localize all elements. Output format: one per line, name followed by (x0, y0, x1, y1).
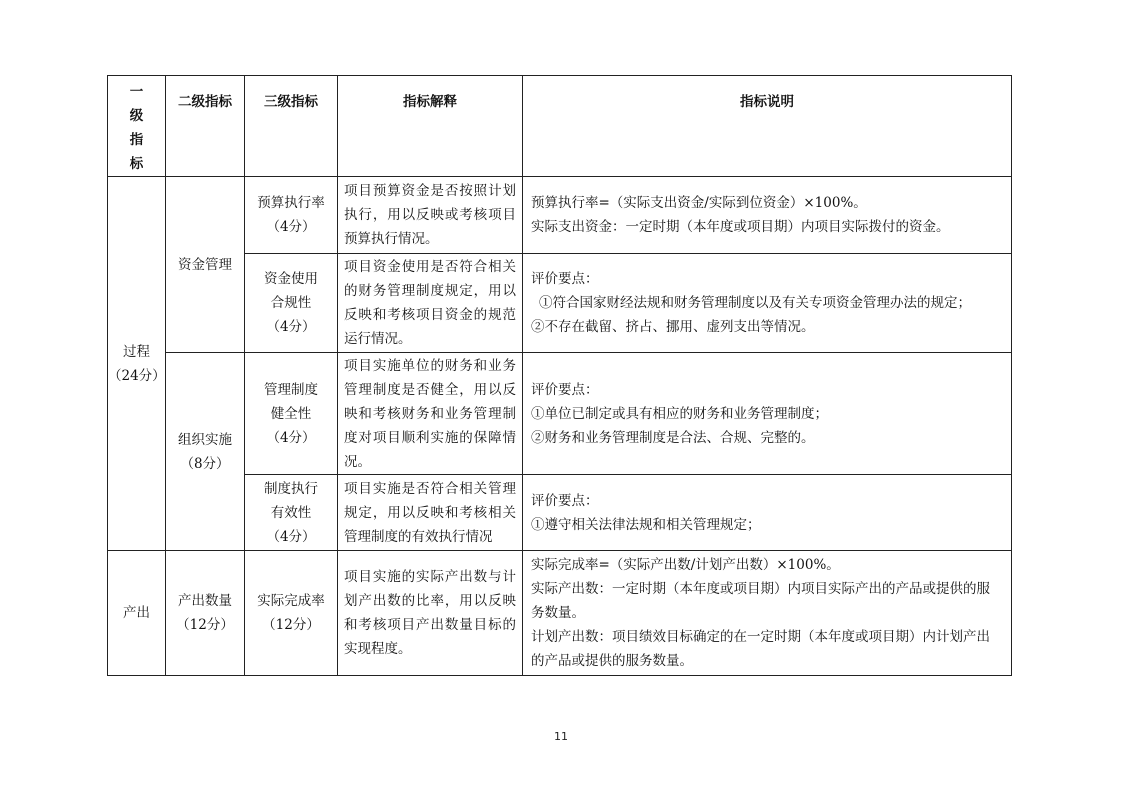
desc-line: 评价要点： (531, 381, 599, 398)
compliance-name-line: 资金使用 (264, 271, 318, 287)
completion-score: （12分） (262, 617, 320, 633)
output-quantity-score: （12分） (176, 617, 234, 633)
process-score: （24分） (108, 367, 166, 384)
org-impl-label: 组织实施 (178, 431, 232, 448)
header-level2: 二级指标 (166, 76, 245, 177)
process-label: 过程 (123, 343, 150, 360)
compliance-cell (245, 254, 338, 353)
desc-line: 实际支出资金：一定时期（本年度或项目期）内项目实际拨付的资金。 (531, 219, 950, 235)
row-completion (108, 551, 1012, 676)
header-row (108, 76, 1012, 177)
system-sound-name-line: 健全性 (270, 405, 312, 422)
desc-line: ①符合国家财经法规和财务管理制度以及有关专项资金管理办法的规定； (539, 295, 971, 311)
desc-line: 实际完成率=（实际产出数/计划产出数）×100%。 (531, 557, 840, 573)
fund-mgmt-label: 资金管理 (178, 256, 232, 273)
desc-line: ①遵守相关法律法规和相关管理规定； (531, 516, 761, 533)
system-sound-description (523, 353, 1012, 475)
header-level3: 三级指标 (245, 76, 338, 177)
fund-mgmt-cell (166, 177, 245, 353)
output-quantity-label: 产出数量 (178, 593, 232, 609)
row-system-sound (108, 353, 1012, 475)
desc-line: ②不存在截留、挤占、挪用、虚列支出等情况。 (531, 319, 815, 335)
system-sound-score: （4分） (266, 429, 316, 446)
desc-line: 评价要点： (531, 271, 599, 287)
row-budget-rate (108, 177, 1012, 254)
header-level1-char: 一 (129, 84, 144, 100)
budget-rate-cell (245, 177, 338, 254)
output-level1-cell (108, 551, 166, 676)
desc-line: 评价要点： (531, 492, 599, 509)
desc-line: ①单位已制定或具有相应的财务和业务管理制度； (531, 405, 828, 422)
compliance-description (523, 254, 1012, 353)
indicator-table (107, 75, 1012, 676)
org-impl-cell (166, 353, 245, 551)
header-level1-char: 标 (129, 156, 144, 172)
budget-rate-explanation: 项目预算资金是否按照计划执行，用以反映或考核项目预算执行情况。 (338, 177, 523, 254)
system-sound-explanation: 项目实施单位的财务和业务管理制度是否健全，用以反映和考核财务和业务管理制度对项目顺利实施的保障情况。 (338, 353, 523, 475)
header-level1 (108, 76, 166, 177)
system-exec-description (523, 475, 1012, 551)
page-number: 11 (554, 730, 568, 743)
budget-rate-description (523, 177, 1012, 254)
desc-line: 实际产出数：一定时期（本年度或项目期）内项目实际产出的产品或提供的服务数量。 (531, 581, 990, 621)
desc-line: 预算执行率=（实际支出资金/实际到位资金）×100%。 (531, 195, 867, 211)
budget-rate-name: 预算执行率 (257, 195, 325, 211)
system-exec-name-line: 制度执行 (264, 480, 318, 497)
system-sound-cell (245, 353, 338, 475)
completion-description (523, 551, 1012, 676)
completion-cell (245, 551, 338, 676)
desc-line: 计划产出数：项目绩效目标确定的在一定时期（本年度或项目期）内计划产出的产品或提供的服务数量。 (531, 629, 990, 669)
compliance-score: （4分） (266, 319, 316, 335)
system-exec-cell (245, 475, 338, 551)
completion-name: 实际完成率 (257, 593, 325, 609)
process-level1-cell (108, 177, 166, 551)
compliance-name-line: 合规性 (270, 295, 312, 311)
system-exec-explanation: 项目实施是否符合相关管理规定，用以反映和考核相关管理制度的有效执行情况 (338, 475, 523, 551)
header-description: 指标说明 (523, 76, 1012, 177)
header-level1-char: 级 (129, 108, 144, 124)
compliance-explanation: 项目资金使用是否符合相关的财务管理制度规定，用以反映和考核项目资金的规范运行情况。 (338, 254, 523, 353)
completion-explanation: 项目实施的实际产出数与计划产出数的比率，用以反映和考核项目产出数量目标的实现程度。 (338, 551, 523, 676)
output-label: 产出 (123, 605, 150, 621)
header-level1-char: 指 (129, 132, 144, 148)
budget-rate-score: （4分） (266, 219, 316, 235)
system-exec-score: （4分） (266, 528, 316, 545)
org-impl-score: （8分） (180, 455, 230, 472)
output-quantity-cell (166, 551, 245, 676)
system-sound-name-line: 管理制度 (264, 381, 318, 398)
header-explanation: 指标解释 (338, 76, 523, 177)
system-exec-name-line: 有效性 (270, 504, 312, 521)
desc-line: ②财务和业务管理制度是合法、合规、完整的。 (531, 429, 815, 446)
